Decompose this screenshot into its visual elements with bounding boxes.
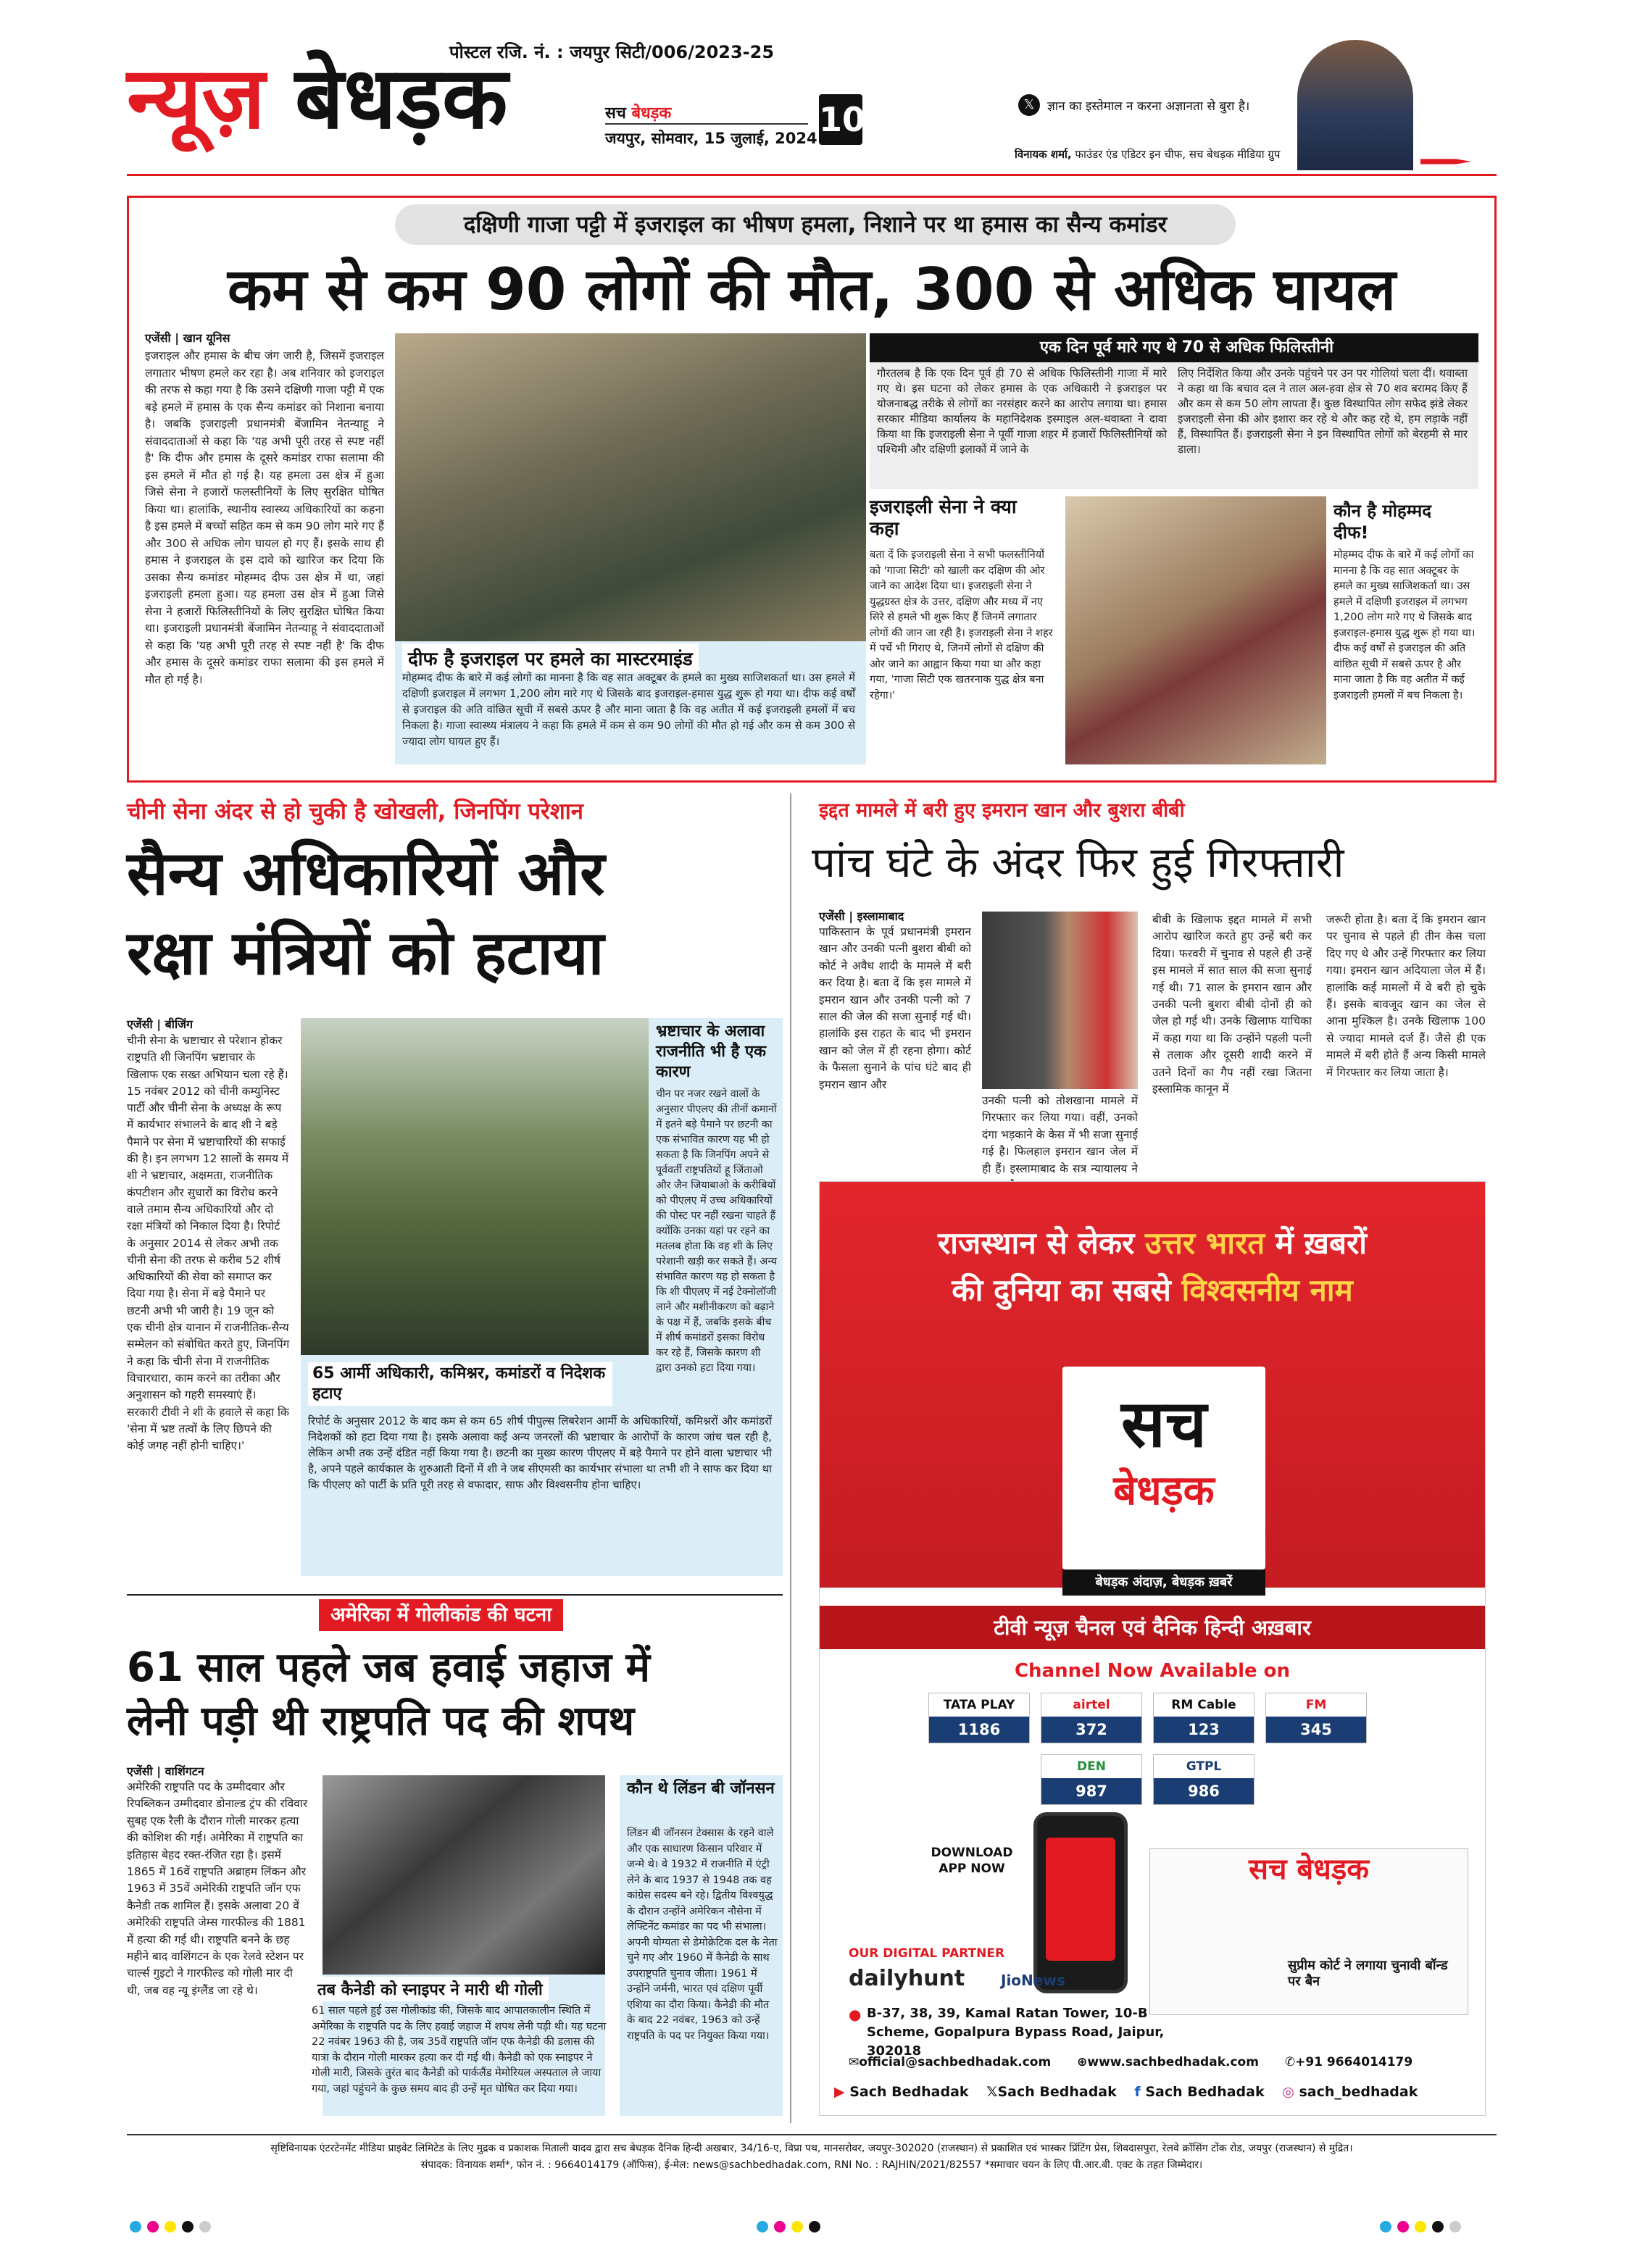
- china-side-head: भ्रष्टाचार के अलावा राजनीति भी है एक कारण: [656, 1022, 767, 1081]
- ad-channel-head: Channel Now Available on: [1014, 1660, 1291, 1682]
- instagram-icon: ◎: [1282, 2084, 1294, 2100]
- china-caption-head: 65 आर्मी अधिकारी, कमिश्नर, कमांडरों व निदेशक हटाए: [308, 1362, 612, 1406]
- deif-side-body: मोहम्मद दीफ के बारे में कई लोगों का मानना है कि वह सात अक्टूबर के हमले का मुख्य साजिशकर्ता था। उस हमले में दक्षिणी इजराइल में लगभग 1,200 लोग मारे गए थे जिसके बाद इजराइल-हमास युद्ध शुरू हो गया था। दीफ कई वर्षों से इजराइल की अति वांछित सूची में सबसे ऊपर है और माना जाता है कि वह अतीत में कई इजराइली हमलों में बच निकला है।: [1333, 549, 1476, 701]
- idf-side-head: इजराइली सेना ने क्या कहा: [870, 496, 1017, 540]
- china-caption: रिपोर्ट के अनुसार 2012 के बाद कम से कम 65 शीर्ष पीपुल्स लिबरेशन आर्मी के अधिकारियों, कमिश्नरों और कमांडरों निदेशकों को हटा दिया गया है। इसके अलावा कई अन्य जनरलों की भ्रष्टाचार के आरोपों के कारण जांच चल रही है, लेकिन अभी तक उन्हें दंडित नहीं किया गया है। छटनी का मुख्य कारण पीएलए में बड़े पैमाने पर होने वाला भ्रष्टाचार भी है, अपने पहले कार्यकाल के शुरुआती दिनों में शी ने जब सीएमसी का कार्यभार संभाला था तभी शी ने साफ कर दिया था कि पीएलए को पार्टी के प्रति पूरी तरह से वफादार, साफ और विश्वसनीय होना चाहिए।: [308, 1414, 772, 1491]
- imran-body-col1: पाकिस्तान के पूर्व प्रधानमंत्री इमरान खान और उनकी पत्नी बुशरा बीबी को कोर्ट ने अवैध शादी के मामले में बरी कर दिया है। बता दें कि इस मामले में इमरान खान और उनकी पत्नी को 7 साल की जेल की सजा सुनाई गई थी। हालांकि इस राहत के बाद भी इमरान खान को जेल में ही रहना होगा। कोर्ट के फैसला सुनाने के पांच घंटे बाद ही इमरान खान और: [819, 925, 971, 1091]
- ad-partner: OUR DIGITAL PARTNER: [849, 1946, 1005, 1961]
- gaza-headline: कम से कम 90 लोगों की मौत, 300 से अधिक घायल: [227, 256, 1397, 323]
- channel-airtel: airtel 372: [1041, 1693, 1142, 1743]
- usa-side-body: लिंडन बी जॉनसन टेक्सास के रहने वाले और एक साधारण किसान परिवार में जन्मे थे। वे 1932 में राजनीति में एंट्री लेने के बाद 1937 से 1948 तक वह कांग्रेस सदस्य बने रहे। द्वितीय विश्वयुद्ध के दौरान उन्होंने अमेरिकन नौसेना में लेफ्टिनेंट कमांडर का पद भी संभाला। अपनी योग्यता से डेमोक्रेटिक दल के नेता चुने गए और 1960 में कैनेडी के साथ उपराष्ट्रपति चुनाव जीता। 1961 में उन्होंने जर्मनी, भारत एवं दक्षिण पूर्वी एशिया का दौरा किया। कैनेडी की मौत के बाद 22 नवंबर, 1963 को उन्हें राष्ट्रपति के पद पर नियुक्त किया गया।: [627, 1827, 778, 2042]
- ad-address: B-37, 38, 39, Kamal Ratan Tower, 10-B Scheme, Gopalpura Bypass Road, Jaipur, 302018: [867, 2006, 1165, 2059]
- usa-body-col1: अमेरिकी राष्ट्रपति पद के उम्मीदवार और रिपब्लिकन उम्मीदवार डोनाल्ड ट्रंप की रविवार सुबह एक रैली के दौरान गोली मारकर हत्या की कोशिश की गई। अमेरिका में राष्ट्रपति का इतिहास बेहद रक्त-रंजित रहा है। इसमें 1865 में 16वें राष्ट्रपति अब्राहम लिंकन और 1963 में 35वें अमेरिकी राष्ट्रपति जॉन एफ कैनेडी तक शामिल हैं। इसके अलावा 20 वें अमेरिकी राष्ट्रपति जेम्स गारफील्ड की 1881 में हत्या की गई थी। राष्ट्रपति बनने के छह महीने बाद वाशिंगटन के एक रेलवे स्टेशन पर चार्ल्स गुइटो ने गारफील्ड को गोली मार दी थी, जब वह न्यू इंग्लैंड जा रहे थे।: [127, 1780, 308, 1997]
- x-icon: 𝕏: [1018, 94, 1040, 116]
- wounded-carried-photo: [1065, 496, 1326, 764]
- idf-side-body: बता दें कि इजराइली सेना ने सभी फलस्तीनियों को 'गाजा सिटी' को खाली कर दक्षिण की ओर जाने का आदेश दिया था। इजराइली सेना ने युद्धग्रस्त क्षेत्र के उत्तर, दक्षिण और मध्य में नए सिरे से हमले भी शुरू किए हैं जिनमें लगातार लोगों की जान जा रही है। इजराइली सेना ने शहर में पर्चे भी गिराए थे, जिनमें लोगों से दक्षिण की ओर जाने का आह्वान किया गया था और कहा गया, 'गाजा सिटी एक खतरनाक युद्ध क्षेत्र बना रहेगा।': [870, 549, 1053, 701]
- imran-kicker: इद्दत मामले में बरी हुए इमरान खान और बुशरा बीबी: [819, 799, 1185, 822]
- gaza-photo-caption-head: दीफ है इजराइल पर हमले का मास्टरमाइंड: [402, 643, 699, 672]
- logo-news: न्यूज़: [127, 48, 265, 148]
- imran-body-col3: बीबी के खिलाफ इद्दत मामले में सभी आरोप खारिज करते हुए उन्हें बरी कर दिया। फरवरी में चुनाव से पहले ही उन्हें इस मामले में सात साल की सजा सुनाई गई थी। 71 साल के इमरान खान और उनकी पत्नी बुशरा बीबी दोनों ही को जेल हो गई थी। उनके खिलाफ याचिका में कहा गया था कि उन्होंने पहली पत्नी से तलाक और दूसरी शादी करने में उतने दिनों का गैप नहीं रखा जितना इस्लामिक कानून में: [1152, 913, 1312, 1096]
- ad-tagline-2: की दुनिया का सबसे विश्वसनीय नाम: [952, 1272, 1353, 1308]
- dateline: जयपुर, सोमवार, 15 जुलाई, 2024: [605, 130, 817, 147]
- gaza-body-col1: इजराइल और हमास के बीच जंग जारी है, जिसमें इजराइल लगातार भीषण हमले कर रहा है। अब शनिवार को इजराइल की तरफ से कहा गया है कि उसने दक्षिणी गाजा पट्टी में एक बड़े हमले में हमास के एक सैन्य कमांडर को निशाना बनाया है। जबकि इजराइली प्रधानमंत्री बेंजामिन नेतन्याहू ने संवाददाताओं से कहा कि 'यह अभी पूरी तरह से स्पष्ट नहीं है' कि दीफ और हमास के दूसरे कमांडर राफा सलामा की इस हमले में मौत हो गई है। यह हमला उस क्षेत्र में हुआ जिसे सेना ने हजारों फलस्तीनियों के लिए सुरक्षित घोषित किया था। हालांकि, स्थानीय स्वास्थ्य अधिकारियों का कहना है इस हमले में बच्चों सहित कम से कम 90 लोग मारे गए हैं और 300 से अधिक लोग घायल हो गए हैं। इसके साथ ही हमास ने इजराइल के इस दावे को खारिज कर दिया कि उसका सैन्य कमांडर मोहम्मद दीफ उस क्षेत्र में था, जहां इजराइली हमला हुआ। यह हमला उस क्षेत्र में हुआ जिसे सेना ने हजारों फिलिस्तीनियों के लिए सुरक्षित घोषित किया था। इजराइली प्रधानमंत्री बेंजामिन नेतन्याहू ने संवाददाताओं से कहा कि 'यह अभी पूरी तरह से स्पष्ट नहीं है' कि दीफ और हमास के दूसरे कमांडर राफा सलामा की इस हमले में मौत हो गई है।: [145, 349, 384, 686]
- app-phone-image: [1033, 1812, 1128, 1993]
- channel-gtpl: GTPL 986: [1153, 1754, 1254, 1805]
- china-body-col1: चीनी सेना के भ्रष्टाचार से परेशान होकर राष्ट्रपति शी जिनपिंग भ्रष्टाचार के खिलाफ एक सख्त अभियान चला रहे हैं। 15 नवंबर 2012 को चीनी कम्युनिस्ट पार्टी और चीनी सेना के अध्यक्ष के रूप में कार्यभार संभालने के बाद शी ने बड़े पैमाने पर सेना में भ्रष्टाचारियों की सफाई की है। इन लगभग 12 सालों के समय में शी ने भ्रष्टाचार, अक्षमता, राजनीतिक कंपटीशन और सुधारों का विरोध करने वाले तमाम सैन्य अधिकारियों और दो रक्षा मंत्रियों को निकाल दिया है। रिपोर्ट के अनुसार 2014 से लेकर अभी तक चीनी सेना की तरफ से करीब 52 शीर्ष अधिकारियों की सेवा को समाप्त कर दिया गया है। सेना में बड़े पैमाने पर छटनी अभी भी जारी है। 19 जून को एक चीनी क्षेत्र यानान में राजनीतिक-सैन्य सम्मेलन को संबोधित करते हुए, जिनपिंग ने कहा कि चीनी सेना में राजनीतिक विचारधारा, काम करने का तरीका और अनुशासन को गहरी समस्याएं हैं। सरकारी टीवी ने शी के हवाले से कहा कि 'सेना में भ्रष्ट तत्वों के लिए छिपने की कोई जगह नहीं होनी चाहिए।': [127, 1034, 290, 1453]
- deif-side-head: कौन है मोहम्मद दीफ!: [1333, 501, 1432, 543]
- location-icon: ●: [849, 2006, 862, 2023]
- quote: ज्ञान का इस्तेमाल न करना अज्ञानता से बुरा है।: [1047, 99, 1250, 114]
- ad-tagline-1: राजस्थान से लेकर उत्तर भारत में ख़बरों: [937, 1225, 1368, 1261]
- china-kicker: चीनी सेना अंदर से हो चुकी है खोखली, जिनपिंग परेशान: [127, 799, 584, 825]
- gaza-bar-col1: गौरतलब है कि एक दिन पूर्व ही 70 से अधिक फिलिस्तीनी गाजा में मारे गए थे। इस घटना को लेकर हमास के एक अधिकारी ने इजराइल पर योजनाबद्ध तरीके से लोगों का नरसंहार करने का आरोप लगाया था। हमास सरकार मीडिया कार्यालय के महानिदेशक इस्माइल अल-थवाब्ता ने दावा किया था कि इजराइली सेना ने पूर्वी गाजा शहर में हजारों फिलिस्तीनियों को पश्चिमी और दक्षिणी इलाकों में जाने के: [877, 367, 1167, 456]
- tagline: सच बेधड़क: [605, 104, 672, 122]
- xi-parade-photo: [301, 1018, 649, 1355]
- imprint-line-2: संपादक: विनायक शर्मा*, फोन नं. : 9664014179 (ऑफिस), ई-मेल: news@sachbedhadak.com, RNI No. : RAJHIN/2021/82557 *समाचार चयन के लिए पी.आर.बी. एक्ट के तहत जिम्मेदार।: [420, 2159, 1203, 2171]
- ad-contact-row: [849, 2055, 1472, 2069]
- email-icon: ✉: [849, 2055, 860, 2069]
- logo-bedhadak: बेधड़क: [294, 48, 508, 148]
- editor-photo: [1297, 40, 1413, 170]
- x-social-icon: 𝕏: [986, 2084, 998, 2100]
- pen-nib-icon: [1420, 149, 1471, 175]
- gaza-bar-col2: लिए निर्देशित किया और उनके पहुंचने पर उन पर गोलियां चला दीं। थवाब्ता ने कहा था कि बचाव दल ने ताल अल-हवा क्षेत्र से 70 शव बरामद किए हैं और कम से कम 50 लोग लापता हैं। कुछ विस्थापित लोग सफेद झंडे लेकर इजराइली सेना की ओर इशारा कर रहे थे और कह रहे थे, हम लड़ाके नहीं हैं, विस्थापित हैं। इजराइली सेना ने इन विस्थापित लोगों को बेरहमी से मार डाला।: [1178, 367, 1468, 456]
- gaza-troops-photo: [395, 333, 866, 641]
- postal-registration: पोस्टल रजि. नं. : जयपुर सिटी/006/2023-25: [449, 42, 775, 62]
- gaza-bar-heading: एक दिन पूर्व मारे गए थे 70 से अधिक फिलिस्तीनी: [870, 333, 1478, 362]
- imran-byline: एजेंसी | इस्लामाबाद: [819, 909, 904, 923]
- globe-icon: ⊕: [1077, 2055, 1088, 2069]
- usa-caption: 61 साल पहले हुई उस गोलीकांड की, जिसके बाद आपातकालीन स्थिति में अमेरिका के राष्ट्रपति पद के लिए हवाई जहाज में शपथ लेनी पड़ी थी। यह घटना 22 नवंबर 1963 की है, जब 35वें राष्ट्रपति जॉन एफ कैनेडी की डलास की यात्रा के दौरान गोली मारकर हत्या कर दी गई थी। कैनेडी को एक स्नाइपर ने गोली मारी, जिसके तुरंत बाद कैनेडी को पार्कलैंड मेमोरियल अस्पताल ले जाया गया, जहां पहुंचने के कुछ समय बाद ही उन्हें मृत घोषित कर दिया गया।: [312, 2005, 607, 2095]
- ad-web: www.sachbedhadak.com: [1087, 2055, 1259, 2069]
- masthead-logo: [127, 48, 508, 148]
- china-byline: एजेंसी | बीजिंग: [127, 1017, 193, 1031]
- ad-download: DOWNLOAD APP NOW: [931, 1846, 1013, 1876]
- sach-bedhadak-ad: [819, 1181, 1486, 2116]
- imran-bushra-photo: [982, 912, 1138, 1089]
- author-credit: विनायक शर्मा, फाउंडर एंड एडिटर इन चीफ, सच बेधड़क मीडिया ग्रुप: [1015, 148, 1281, 161]
- ad-newspaper-image: सच बेधड़क सुप्रीम कोर्ट ने लगाया चुनावी बॉन्ड पर बैन: [1149, 1848, 1468, 2015]
- gaza-kicker: दक्षिणी गाजा पट्टी में इजराइल का भीषण हमला, निशाने पर था हमास का सैन्य कमांडर: [395, 204, 1236, 245]
- channel-tata-play: TATA PLAY 1186: [928, 1693, 1030, 1743]
- jionews-logo: JioNews: [1001, 1972, 1065, 1989]
- youtube-icon: ▶: [834, 2084, 845, 2100]
- johnson-oath-photo: [323, 1775, 605, 1975]
- china-side-body: चीन पर नजर रखने वालों के अनुसार पीएलए की तीनों कमानों में इतने बड़े पैमाने पर छटनी का एक संभावित कारण यह भी हो सकता है कि जिनपिंग अपने से पूर्ववर्ती राष्ट्रपतियों हू जिंताओ और जैन जियाबाओ के करीबियों को पीएलए में उच्च अधिकारियों की पोस्ट पर नहीं रखना चाहते हैं क्योंकि उनका यहां पर रहने का मतलब होता कि वह शी के लिए परेशानी खड़ी कर सकते हैं। अन्य संभावित कारण यह हो सकता है कि शी पीएलए में नई टेक्नोलॉजी लाने और मशीनीकरण को बढ़ाने के पक्ष में हैं, जबकि इसके बीच में शीर्ष कमांडरों इसका विरोध कर रहे हैं, जिसके कारण शी द्वारा उनको हटा दिया गया।: [656, 1088, 777, 1374]
- imran-body-col4: जरूरी होता है। बता दें कि इमरान खान पर चुनाव से पहले ही तीन केस चला दिए गए थे और उन्हें गिरफ्तार कर लिया गया। इमरान खान अदियाला जेल में हैं। हालांकि कई मामलों में वे बरी हो चुके हैं। इसके बावजूद खान का जेल से आना मुश्किल है। उनके खिलाफ 100 से ज्यादा मामले दर्ज हैं। जैसे ही एक मामले में बरी होते हैं अन्य किसी मामले में गिरफ्तार कर लिया जाता है।: [1326, 913, 1486, 1079]
- dailyhunt-logo: dailyhunt: [849, 1966, 965, 1991]
- phone-icon: ✆: [1284, 2055, 1296, 2069]
- ad-logo-tagline: बेधड़क अंदाज़, बेधड़क ख़बरें: [1062, 1569, 1265, 1596]
- gaza-byline: एजेंसी | खान यूनिस: [145, 331, 230, 345]
- imran-body-col2: उनकी पत्नी को तोशखाना मामले में गिरफ्तार कर लिया गया। वहीं, उनको दंगा भड़काने के केस में भी सजा सुनाई गई है। फिलहाल इमरान खान जेल में ही हैं। इस्लामाबाद के सत्र न्यायालय ने: [982, 1094, 1138, 1175]
- imran-headline: पांच घंटे के अंदर फिर हुई गिरफ्तारी: [812, 838, 1344, 887]
- channel-den: DEN 987: [1041, 1754, 1142, 1805]
- page-number: 10: [819, 94, 862, 145]
- usa-caption-head: तब कैनेडी को स्नाइपर ने मारी थी गोली: [312, 1977, 549, 2001]
- china-headline: सैन्य अधिकारियों और रक्षा मंत्रियों को हटाया: [127, 838, 605, 988]
- ad-email: official@sachbedhadak.com: [859, 2055, 1052, 2069]
- channel-rm-cable: RM Cable 123: [1153, 1693, 1254, 1743]
- ad-tv-line: टीवी न्यूज़ चैनल एवं दैनिक हिन्दी अख़बार: [820, 1606, 1485, 1649]
- ad-logo-box: सच बेधड़क: [1062, 1367, 1265, 1569]
- gaza-photo-caption: मोहम्मद दीफ के बारे में कई लोगों का मानना है कि वह सात अक्टूबर के हमले का मुख्य साजिशकर्ता था। उस हमले में दक्षिणी इजराइल में लगभग 1,200 लोग मारे गए थे जिसके बाद इजराइल-हमास युद्ध शुरू हो गया था। दीफ कई वर्षों से इजराइल की अति वांछित सूची में सबसे ऊपर है और माना जाता है कि वह अतीत में कई इजराइली हमलों में बच निकला है। गाजा स्वास्थ्य मंत्रालय ने कहा कि हमले में कम से कम 90 लोगों की मौत हो गई और कम से कम 300 से ज्यादा लोग घायल हुए हैं।: [402, 672, 855, 748]
- channel-fm: FM 345: [1265, 1693, 1367, 1743]
- usa-kicker: अमेरिका में गोलीकांड की घटना: [319, 1599, 563, 1631]
- facebook-icon: f: [1134, 2084, 1141, 2100]
- usa-headline: 61 साल पहले जब हवाई जहाज में लेनी पड़ी थी राष्ट्रपति पद की शपथ: [127, 1644, 650, 1745]
- usa-side-head: कौन थे लिंडन बी जॉनसन: [627, 1780, 775, 1798]
- ad-social-row: ▶ Sach Bedhadak 𝕏Sach Bedhadak f Sach Bedhadak ◎ sach_bedhadak: [834, 2084, 1418, 2100]
- imprint-line-1: सृष्टिविनायक एंटरटेनमेंट मीडिया प्राइवेट लिमिटेड के लिए मुद्रक व प्रकाशक मिताली यादव द्वारा सच बेधड़क दैनिक हिन्दी अखबार, 34/16-ए, विप्रा पथ, मानसरोवर, जयपुर-302020 (राजस्थान) से प्रकाशित एवं भास्कर प्रिंटिंग प्रेस, शिवदासपुरा, रेलवे क्रॉसिंग टोंक रोड, जयपुर (राजस्थान) से मुद्रित।: [270, 2143, 1353, 2154]
- usa-byline: एजेंसी | वाशिंगटन: [127, 1764, 204, 1778]
- ad-phone: +91 9664014179: [1295, 2055, 1413, 2069]
